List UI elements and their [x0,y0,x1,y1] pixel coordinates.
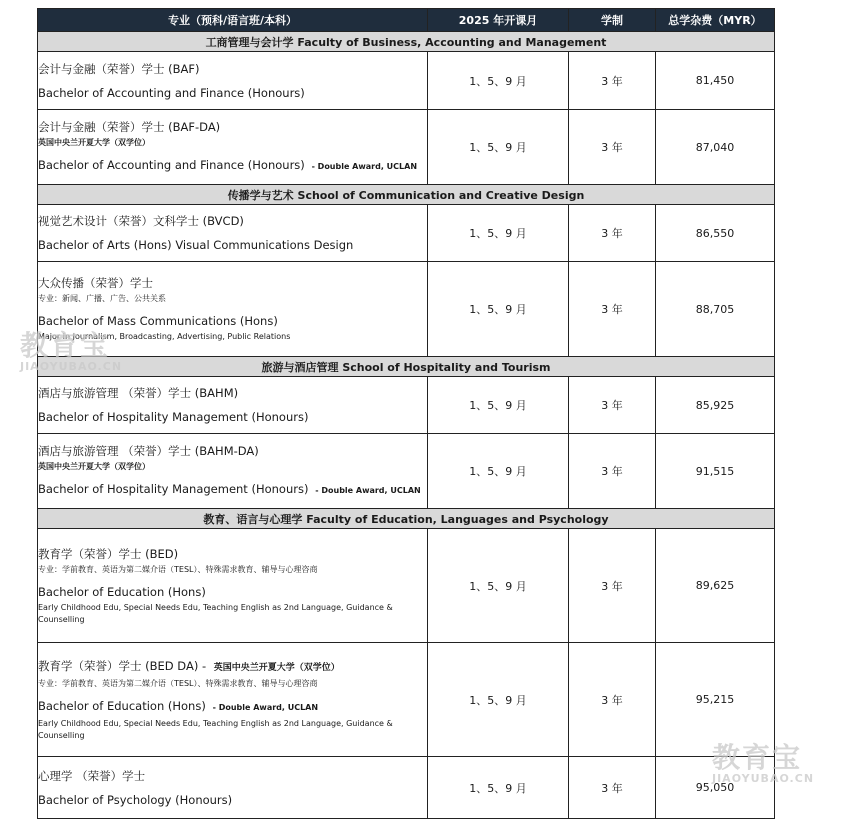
double-degree-note: 英国中央兰开夏大学（双学位） [213,662,340,673]
fee-cell: 87,040 [656,110,775,185]
program-name-cn: 酒店与旅游管理 （荣誉）学士 (BAHM-DA) [38,444,259,458]
table-row [38,434,775,509]
section-title: 工商管理与会计学 Faculty of Business, Accounting and Management [38,32,775,52]
program-name-en: Bachelor of Education (Hons) [38,584,206,599]
duration-cell: 3 年 [569,205,656,262]
program-name-en: Bachelor of Education (Hons) [38,698,206,713]
fee-cell: 81,450 [656,52,775,110]
duration-cell: 3 年 [569,757,656,819]
program-name-en: Bachelor of Psychology (Honours) [38,792,233,807]
program-cell [38,110,428,185]
program-name-en-line [38,157,427,175]
table-row [38,529,775,643]
program-name-en-line [38,698,427,716]
section-title: 传播学与艺术 School of Communication and Creative Design [38,185,775,205]
section-title: 旅游与酒店管理 School of Hospitality and Tourism [38,357,775,377]
double-award-note: - Double Award, UCLAN [308,162,418,171]
watermark-brand: 教育宝 [20,329,111,362]
program-name-cn: 教育学（荣誉）学士 (BED) [38,546,179,561]
major-list-en: Major in Journalism, Broadcasting, Advertising, Public Relations [38,332,291,341]
table-row [38,205,775,262]
double-award-note: - Double Award, UCLAN [209,702,319,712]
program-name-cn: 大众传播（荣誉）学士 [38,276,153,290]
program-name-cn: 会计与金融（荣誉）学士 (BAF-DA) [38,120,221,134]
intake-cell: 1、5、9 月 [428,52,569,110]
fee-cell: 85,925 [656,377,775,434]
duration-cell: 3 年 [569,262,656,357]
major-list-cn: 专业：新闻、广播、广告、公共关系 [38,294,166,303]
double-degree-note: 英国中央兰开夏大学（双学位） [38,138,150,147]
fee-cell: 95,215 [656,643,775,757]
program-cell [38,757,428,819]
intake-cell: 1、5、9 月 [428,529,569,643]
program-name-en: Bachelor of Mass Communications (Hons) [38,314,278,328]
program-name-cn: 酒店与旅游管理 （荣誉）学士 (BAHM) [38,386,239,400]
program-fee-table [37,8,775,819]
program-name-en: Bachelor of Hospitality Management (Honours) [38,482,309,496]
major-list-cn: 专业：学前教育、英语为第二媒介语（TESL）、特殊需求教育、辅导与心理咨商 [38,678,318,688]
intake-cell: 1、5、9 月 [428,643,569,757]
program-cell [38,205,428,262]
program-name-en: Bachelor of Accounting and Finance (Honours) [38,158,305,172]
major-list-cn: 专业：学前教育、英语为第二媒介语（TESL）、特殊需求教育、辅导与心理咨商 [38,564,318,574]
major-list-en: Early Childhood Edu, Special Needs Edu, Teaching English as 2nd Language, Guidance & Counselling [38,602,393,624]
table-row [38,757,775,819]
header-intake: 2025 年开课月 [428,9,569,32]
watermark-url: JIAOYUBAO.CN [712,772,815,785]
program-name-cn: 视觉艺术设计（荣誉）文科学士 (BVCD) [38,214,244,228]
table-row [38,262,775,357]
program-cell [38,52,428,110]
program-name-cn: 会计与金融（荣誉）学士 (BAF) [38,61,200,76]
header-program: 专业（预科/语言班/本科） [38,9,428,32]
fee-cell: 88,705 [656,262,775,357]
watermark-url: JIAOYUBAO.CN [20,360,123,373]
program-cell [38,377,428,434]
double-degree-note: 英国中央兰开夏大学（双学位） [38,462,150,471]
watermark-brand: 教育宝 [712,741,803,774]
program-name-cn-line [38,658,427,676]
intake-cell: 1、5、9 月 [428,757,569,819]
intake-cell: 1、5、9 月 [428,110,569,185]
section-row [38,185,775,205]
program-cell [38,262,428,357]
table-row [38,643,775,757]
program-name-cn: 教育学（荣誉）学士 (BED DA) - [38,658,210,673]
table-row [38,377,775,434]
table-header-row [38,9,775,32]
duration-cell: 3 年 [569,529,656,643]
fee-cell: 86,550 [656,205,775,262]
fee-cell: 91,515 [656,434,775,509]
program-name-en: Bachelor of Hospitality Management (Honours) [38,410,309,424]
program-cell [38,529,428,643]
program-name-en: Bachelor of Accounting and Finance (Honours) [38,85,305,100]
double-award-note: - Double Award, UCLAN [312,486,421,495]
fee-cell: 95,050 [656,757,775,819]
program-name-en: Bachelor of Arts (Hons) Visual Communications Design [38,238,354,252]
intake-cell: 1、5、9 月 [428,377,569,434]
section-row [38,509,775,529]
header-fee: 总学杂费（MYR） [656,9,775,32]
intake-cell: 1、5、9 月 [428,262,569,357]
table-row [38,110,775,185]
duration-cell: 3 年 [569,434,656,509]
program-cell [38,643,428,757]
program-name-cn: 心理学 （荣誉）学士 [38,768,146,783]
program-cell [38,434,428,509]
duration-cell: 3 年 [569,52,656,110]
section-title: 教育、语言与心理学 Faculty of Education, Languages and Psychology [38,509,775,529]
section-row [38,357,775,377]
duration-cell: 3 年 [569,110,656,185]
header-duration: 学制 [569,9,656,32]
table-row [38,52,775,110]
duration-cell: 3 年 [569,643,656,757]
intake-cell: 1、5、9 月 [428,434,569,509]
fee-cell: 89,625 [656,529,775,643]
duration-cell: 3 年 [569,377,656,434]
intake-cell: 1、5、9 月 [428,205,569,262]
major-list-en: Early Childhood Edu, Special Needs Edu, Teaching English as 2nd Language, Guidance & Counselling [38,718,393,740]
program-name-en-line [38,481,427,499]
section-row [38,32,775,52]
